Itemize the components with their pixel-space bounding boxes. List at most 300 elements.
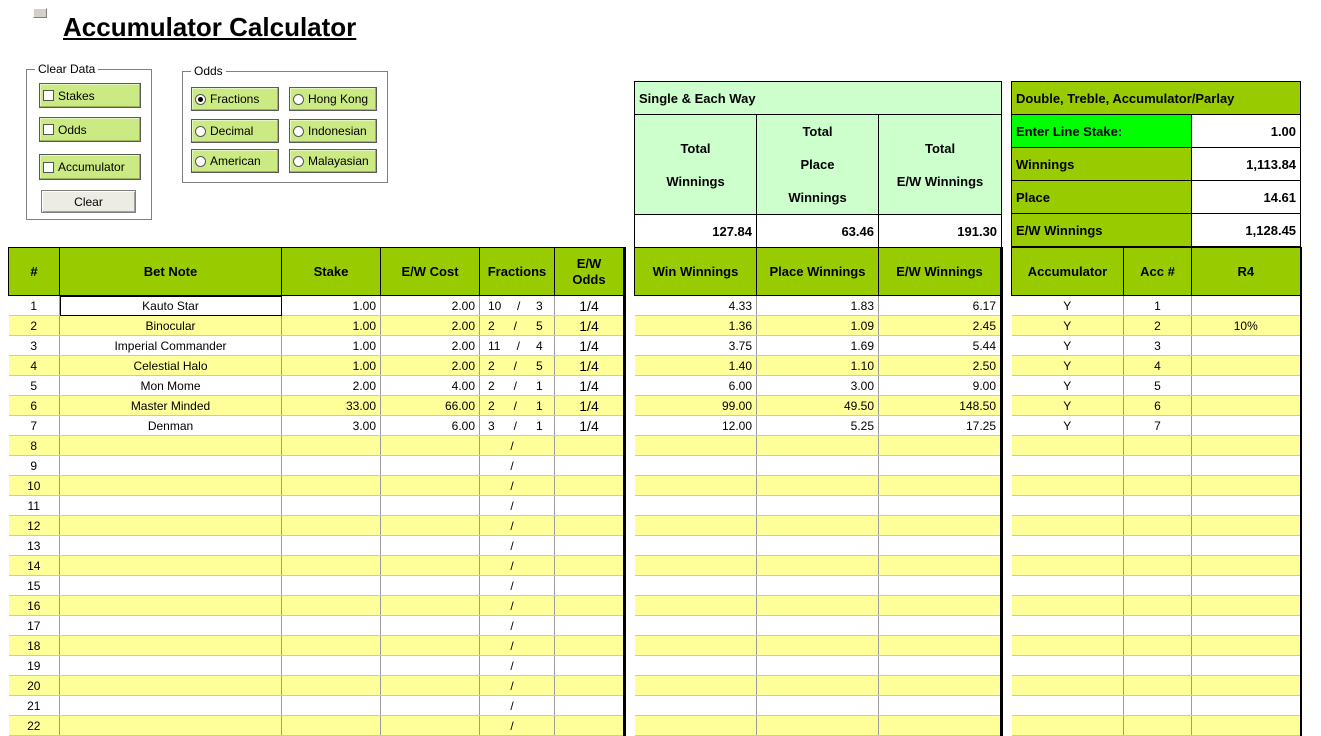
- accumulator-flag-cell[interactable]: Y: [1012, 336, 1124, 356]
- fraction-separator: /: [510, 578, 514, 593]
- fraction-denominator[interactable]: [536, 519, 546, 533]
- table-row: [635, 476, 1002, 496]
- fraction-denominator[interactable]: [536, 439, 546, 453]
- accumulator-flag-cell[interactable]: Y: [1012, 416, 1124, 436]
- bet-note-cell[interactable]: [60, 696, 282, 716]
- acc-number-cell: [1124, 656, 1192, 676]
- ew-winnings-cell: [879, 436, 1002, 456]
- bet-note-cell[interactable]: [60, 556, 282, 576]
- row-number: 2: [9, 316, 60, 336]
- r4-cell[interactable]: [1192, 336, 1301, 356]
- acc-number-cell: [1124, 496, 1192, 516]
- row-number: 15: [9, 576, 60, 596]
- clear-accumulator-checkbox[interactable]: [39, 154, 141, 180]
- fraction-separator: /: [510, 658, 514, 673]
- table-row: [9, 636, 625, 656]
- fraction-denominator[interactable]: [536, 699, 546, 713]
- ew-cost-cell: [381, 436, 480, 456]
- ew-cost-cell: 2.00: [381, 336, 480, 356]
- bet-note-cell[interactable]: Denman: [60, 416, 282, 436]
- table-row: [635, 516, 1002, 536]
- r4-cell[interactable]: [1192, 416, 1301, 436]
- stake-cell[interactable]: [282, 676, 381, 696]
- ew-winnings-cell: [879, 656, 1002, 676]
- bet-note-cell[interactable]: Kauto Star: [60, 296, 282, 316]
- col-stake-header: Stake: [282, 248, 381, 296]
- stake-cell[interactable]: [282, 516, 381, 536]
- accumulator-flag-cell[interactable]: Y: [1012, 396, 1124, 416]
- stake-cell[interactable]: [282, 696, 381, 716]
- fraction-denominator[interactable]: 5: [536, 358, 543, 373]
- ew-odds-cell[interactable]: 1/4: [555, 416, 625, 436]
- r4-cell[interactable]: [1192, 296, 1301, 316]
- fraction-denominator[interactable]: [536, 619, 546, 633]
- fraction-denominator[interactable]: [536, 579, 546, 593]
- acc-number-cell: 3: [1124, 336, 1192, 356]
- table-row: [1012, 436, 1301, 456]
- table-row: [9, 296, 625, 316]
- table-row: [1012, 536, 1301, 556]
- r4-cell[interactable]: [1192, 596, 1301, 616]
- fraction-separator: /: [510, 718, 514, 733]
- r4-cell[interactable]: [1192, 436, 1301, 456]
- accumulator-flag-cell[interactable]: [1012, 476, 1124, 496]
- ew-winnings-cell: [879, 536, 1002, 556]
- fraction-cell[interactable]: [480, 396, 555, 416]
- odds-option-3[interactable]: [289, 119, 377, 143]
- table-row: [635, 616, 1002, 636]
- acc-number-cell: 7: [1124, 416, 1192, 436]
- ew-odds-cell[interactable]: 1/4: [555, 336, 625, 356]
- table-row: [635, 576, 1002, 596]
- place-winnings-cell: [757, 656, 879, 676]
- ew-odds-cell[interactable]: [555, 536, 625, 556]
- stake-cell[interactable]: 1.00: [282, 296, 381, 316]
- fraction-denominator[interactable]: 5: [536, 318, 543, 333]
- table-row: [635, 716, 1002, 736]
- acc-number-cell: [1124, 476, 1192, 496]
- row-number: 16: [9, 596, 60, 616]
- ew-winnings-cell: [879, 636, 1002, 656]
- ew-odds-cell[interactable]: 1/4: [555, 316, 625, 336]
- ew-cost-cell: [381, 696, 480, 716]
- fraction-numerator[interactable]: 2: [488, 398, 495, 413]
- fraction-parts: [484, 599, 550, 613]
- ew-cost-cell: [381, 456, 480, 476]
- ew-odds-cell[interactable]: [555, 476, 625, 496]
- acc-number-cell: [1124, 556, 1192, 576]
- r4-cell[interactable]: [1192, 516, 1301, 536]
- fraction-cell[interactable]: [480, 656, 555, 676]
- win-winnings-cell: [635, 516, 757, 536]
- col-ew-odds-header: E/W Odds: [555, 248, 625, 296]
- odds-option-label: Decimal: [210, 124, 254, 138]
- line-stake-input[interactable]: 1.00: [1192, 115, 1301, 148]
- ew-winnings-cell: [879, 716, 1002, 736]
- odds-option-4[interactable]: [191, 149, 279, 173]
- stake-cell[interactable]: [282, 436, 381, 456]
- stake-cell[interactable]: [282, 716, 381, 736]
- stake-cell[interactable]: 2.00: [282, 376, 381, 396]
- fraction-cell[interactable]: [480, 636, 555, 656]
- table-row: [9, 556, 625, 576]
- total-place-winnings-value: 63.46: [757, 215, 879, 248]
- acc-place-value: 14.61: [1192, 181, 1301, 214]
- bet-note-cell[interactable]: [60, 576, 282, 596]
- sheet-corner-button[interactable]: [33, 8, 47, 18]
- accumulator-flag-cell[interactable]: [1012, 556, 1124, 576]
- ew-odds-cell[interactable]: 1/4: [555, 296, 625, 316]
- fraction-denominator[interactable]: [536, 539, 546, 553]
- fraction-cell[interactable]: [480, 336, 555, 356]
- fraction-denominator[interactable]: [536, 459, 546, 473]
- fraction-denominator[interactable]: [536, 719, 546, 733]
- table-row: [9, 476, 625, 496]
- fraction-denominator[interactable]: 1: [536, 378, 543, 393]
- row-number: 22: [9, 716, 60, 736]
- r4-cell[interactable]: [1192, 576, 1301, 596]
- fraction-denominator[interactable]: [536, 559, 546, 573]
- fraction-cell[interactable]: [480, 456, 555, 476]
- ew-odds-cell[interactable]: [555, 636, 625, 656]
- fraction-numerator[interactable]: 10: [488, 298, 502, 313]
- fraction-cell[interactable]: [480, 556, 555, 576]
- place-winnings-cell: 1.10: [757, 356, 879, 376]
- fraction-cell[interactable]: [480, 356, 555, 376]
- table-row: [635, 416, 1002, 436]
- radio-button-icon: [293, 156, 304, 167]
- stake-cell[interactable]: [282, 556, 381, 576]
- fraction-separator: /: [510, 698, 514, 713]
- bet-note-cell[interactable]: [60, 436, 282, 456]
- bet-note-cell[interactable]: [60, 616, 282, 636]
- table-row: [1012, 596, 1301, 616]
- fraction-cell[interactable]: [480, 436, 555, 456]
- row-number: 19: [9, 656, 60, 676]
- ew-odds-cell[interactable]: [555, 436, 625, 456]
- accumulator-flag-cell[interactable]: [1012, 456, 1124, 476]
- r4-cell[interactable]: [1192, 476, 1301, 496]
- table-row: [9, 376, 625, 396]
- ew-cost-cell: 2.00: [381, 296, 480, 316]
- stake-cell[interactable]: [282, 636, 381, 656]
- col-number-header: #: [9, 248, 60, 296]
- place-winnings-cell: [757, 716, 879, 736]
- col-r4-header: R4: [1192, 248, 1301, 296]
- accumulator-flag-cell[interactable]: Y: [1012, 316, 1124, 336]
- place-winnings-cell: [757, 536, 879, 556]
- acc-number-cell: [1124, 696, 1192, 716]
- fraction-cell[interactable]: [480, 316, 555, 336]
- ew-odds-cell[interactable]: [555, 676, 625, 696]
- win-winnings-cell: [635, 676, 757, 696]
- accumulator-flag-cell[interactable]: Y: [1012, 376, 1124, 396]
- table-row: [635, 296, 1002, 316]
- fraction-cell[interactable]: [480, 416, 555, 436]
- table-row: [9, 536, 625, 556]
- ew-cost-cell: [381, 476, 480, 496]
- accumulator-flag-cell[interactable]: Y: [1012, 356, 1124, 376]
- table-row: [1012, 416, 1301, 436]
- ew-cost-cell: 66.00: [381, 396, 480, 416]
- fraction-cell[interactable]: [480, 536, 555, 556]
- fraction-cell[interactable]: [480, 496, 555, 516]
- fraction-denominator[interactable]: [536, 499, 546, 513]
- bet-note-cell[interactable]: [60, 676, 282, 696]
- fraction-denominator[interactable]: [536, 599, 546, 613]
- ew-odds-cell[interactable]: [555, 716, 625, 736]
- ew-odds-cell[interactable]: [555, 696, 625, 716]
- accumulator-flag-cell[interactable]: [1012, 616, 1124, 636]
- total-winnings-header: [635, 115, 757, 215]
- r4-cell[interactable]: [1192, 716, 1301, 736]
- ew-winnings-cell: 5.44: [879, 336, 1002, 356]
- win-winnings-cell: [635, 656, 757, 676]
- accumulator-flag-cell[interactable]: [1012, 716, 1124, 736]
- acc-number-cell: 2: [1124, 316, 1192, 336]
- bet-note-cell[interactable]: [60, 476, 282, 496]
- acc-number-cell: [1124, 716, 1192, 736]
- ew-cost-cell: [381, 716, 480, 736]
- fraction-denominator[interactable]: 1: [536, 418, 543, 433]
- fraction-separator: /: [516, 338, 520, 353]
- bet-note-cell[interactable]: [60, 456, 282, 476]
- clear-odds-checkbox[interactable]: [39, 117, 141, 142]
- r4-cell[interactable]: [1192, 536, 1301, 556]
- page-title: Accumulator Calculator: [63, 12, 357, 42]
- stake-cell[interactable]: [282, 456, 381, 476]
- win-winnings-cell: 1.40: [635, 356, 757, 376]
- fraction-cell[interactable]: [480, 376, 555, 396]
- header-line: Total: [680, 140, 711, 156]
- r4-cell[interactable]: [1192, 656, 1301, 676]
- fraction-cell[interactable]: [480, 676, 555, 696]
- fraction-parts: [484, 539, 550, 553]
- ew-winnings-cell: 9.00: [879, 376, 1002, 396]
- bet-note-cell[interactable]: [60, 496, 282, 516]
- stake-cell[interactable]: 1.00: [282, 356, 381, 376]
- radio-button-icon: [293, 126, 304, 137]
- fraction-denominator[interactable]: [536, 659, 546, 673]
- bet-note-cell[interactable]: [60, 716, 282, 736]
- ew-odds-cell[interactable]: [555, 516, 625, 536]
- fraction-separator: /: [513, 418, 518, 433]
- bet-note-cell[interactable]: Master Minded: [60, 396, 282, 416]
- r4-cell[interactable]: [1192, 556, 1301, 576]
- fraction-cell[interactable]: [480, 516, 555, 536]
- table-row: [1012, 676, 1301, 696]
- table-row: [1012, 636, 1301, 656]
- row-number: 6: [9, 396, 60, 416]
- radio-button-icon: [293, 94, 304, 105]
- table-row: [635, 536, 1002, 556]
- clear-stakes-checkbox[interactable]: [39, 83, 141, 108]
- stake-cell[interactable]: 3.00: [282, 416, 381, 436]
- bet-note-cell[interactable]: [60, 596, 282, 616]
- accumulator-flag-cell[interactable]: [1012, 436, 1124, 456]
- r4-cell[interactable]: [1192, 616, 1301, 636]
- odds-format-legend: Odds: [191, 64, 226, 78]
- fraction-cell[interactable]: [480, 576, 555, 596]
- stake-cell[interactable]: [282, 476, 381, 496]
- win-winnings-cell: 6.00: [635, 376, 757, 396]
- row-number: 3: [9, 336, 60, 356]
- ew-odds-cell[interactable]: 1/4: [555, 376, 625, 396]
- win-winnings-cell: 3.75: [635, 336, 757, 356]
- fraction-cell[interactable]: [480, 476, 555, 496]
- fraction-denominator[interactable]: [536, 639, 546, 653]
- stake-cell[interactable]: 1.00: [282, 336, 381, 356]
- accumulator-flag-cell[interactable]: [1012, 596, 1124, 616]
- accumulator-flag-cell[interactable]: [1012, 656, 1124, 676]
- table-row: [1012, 496, 1301, 516]
- bet-note-cell[interactable]: [60, 636, 282, 656]
- accumulator-flag-cell[interactable]: [1012, 576, 1124, 596]
- bet-note-cell[interactable]: [60, 536, 282, 556]
- fraction-cell[interactable]: [480, 696, 555, 716]
- accumulator-flag-cell[interactable]: [1012, 496, 1124, 516]
- place-winnings-cell: 1.69: [757, 336, 879, 356]
- r4-cell[interactable]: [1192, 496, 1301, 516]
- place-winnings-cell: [757, 476, 879, 496]
- fraction-cell[interactable]: [480, 596, 555, 616]
- fraction-parts: [484, 639, 550, 653]
- fraction-parts: [484, 519, 550, 533]
- win-winnings-cell: 4.33: [635, 296, 757, 316]
- ew-cost-cell: 6.00: [381, 416, 480, 436]
- r4-cell[interactable]: [1192, 696, 1301, 716]
- col-bet-note-header: Bet Note: [60, 248, 282, 296]
- table-row: [9, 656, 625, 676]
- fraction-numerator[interactable]: 2: [488, 378, 495, 393]
- accumulator-flag-cell[interactable]: [1012, 676, 1124, 696]
- table-row: [9, 336, 625, 356]
- radio-button-icon: [195, 156, 206, 167]
- fraction-numerator[interactable]: 2: [488, 358, 495, 373]
- r4-cell[interactable]: 10%: [1192, 316, 1301, 336]
- acc-number-cell: [1124, 636, 1192, 656]
- ew-odds-cell[interactable]: 1/4: [555, 396, 625, 416]
- acc-number-cell: 1: [1124, 296, 1192, 316]
- ew-odds-cell[interactable]: [555, 556, 625, 576]
- stake-cell[interactable]: 1.00: [282, 316, 381, 336]
- accumulator-flag-cell[interactable]: Y: [1012, 296, 1124, 316]
- fraction-parts: [484, 399, 550, 413]
- stake-cell[interactable]: [282, 616, 381, 636]
- stake-cell[interactable]: [282, 596, 381, 616]
- bet-note-cell[interactable]: Imperial Commander: [60, 336, 282, 356]
- accumulator-flag-cell[interactable]: [1012, 636, 1124, 656]
- stake-cell[interactable]: [282, 536, 381, 556]
- row-number: 20: [9, 676, 60, 696]
- fraction-numerator[interactable]: 3: [488, 418, 495, 433]
- table-row: [635, 496, 1002, 516]
- stake-cell[interactable]: [282, 496, 381, 516]
- fraction-cell[interactable]: [480, 296, 555, 316]
- bet-note-cell[interactable]: Mon Mome: [60, 376, 282, 396]
- accumulator-flag-cell[interactable]: [1012, 536, 1124, 556]
- stake-cell[interactable]: [282, 576, 381, 596]
- single-winnings-table: [634, 247, 1003, 736]
- col-win-winnings-header: Win Winnings: [635, 248, 757, 296]
- r4-cell[interactable]: [1192, 376, 1301, 396]
- place-winnings-cell: [757, 496, 879, 516]
- acc-number-cell: [1124, 536, 1192, 556]
- table-row: [9, 576, 625, 596]
- ew-cost-cell: 4.00: [381, 376, 480, 396]
- ew-winnings-cell: 6.17: [879, 296, 1002, 316]
- ew-odds-cell[interactable]: [555, 576, 625, 596]
- radio-button-icon: [195, 126, 206, 137]
- win-winnings-cell: [635, 616, 757, 636]
- odds-option-1[interactable]: [289, 87, 377, 111]
- fraction-separator: /: [517, 298, 521, 313]
- r4-cell[interactable]: [1192, 356, 1301, 376]
- ew-odds-cell[interactable]: [555, 596, 625, 616]
- accumulator-flag-cell[interactable]: [1012, 696, 1124, 716]
- acc-number-cell: 5: [1124, 376, 1192, 396]
- r4-cell[interactable]: [1192, 456, 1301, 476]
- fraction-numerator[interactable]: 11: [488, 338, 501, 353]
- fraction-parts: [484, 559, 550, 573]
- acc-number-cell: [1124, 576, 1192, 596]
- stake-cell[interactable]: [282, 656, 381, 676]
- header-line: Place: [800, 157, 835, 172]
- r4-cell[interactable]: [1192, 396, 1301, 416]
- fraction-denominator[interactable]: 4: [536, 338, 543, 353]
- checkbox-box-icon: [43, 124, 54, 135]
- fraction-cell[interactable]: [480, 716, 555, 736]
- fraction-parts: [484, 419, 550, 433]
- bet-note-cell[interactable]: Binocular: [60, 316, 282, 336]
- fraction-denominator[interactable]: 3: [535, 298, 543, 313]
- ew-odds-cell[interactable]: [555, 456, 625, 476]
- fraction-separator: /: [513, 378, 518, 393]
- ew-odds-cell[interactable]: 1/4: [555, 356, 625, 376]
- fraction-cell[interactable]: [480, 616, 555, 636]
- fraction-denominator[interactable]: [536, 479, 546, 493]
- bet-note-cell[interactable]: Celestial Halo: [60, 356, 282, 376]
- clear-button[interactable]: Clear: [41, 190, 136, 213]
- fraction-parts: [484, 679, 550, 693]
- table-row: [9, 676, 625, 696]
- win-winnings-cell: 99.00: [635, 396, 757, 416]
- ew-odds-cell[interactable]: [555, 496, 625, 516]
- fraction-denominator[interactable]: [536, 679, 546, 693]
- odds-option-5[interactable]: [289, 149, 377, 173]
- ew-winnings-cell: [879, 696, 1002, 716]
- ew-cost-cell: 2.00: [381, 356, 480, 376]
- odds-option-2[interactable]: [191, 119, 279, 143]
- fraction-numerator[interactable]: 2: [488, 318, 495, 333]
- odds-option-0[interactable]: [191, 87, 279, 111]
- fraction-parts: [484, 479, 550, 493]
- r4-cell[interactable]: [1192, 676, 1301, 696]
- stake-cell[interactable]: 33.00: [282, 396, 381, 416]
- win-winnings-cell: [635, 496, 757, 516]
- fraction-denominator[interactable]: 1: [536, 398, 543, 413]
- bet-note-cell[interactable]: [60, 516, 282, 536]
- ew-odds-cell[interactable]: [555, 656, 625, 676]
- bet-note-cell[interactable]: [60, 656, 282, 676]
- table-row: [1012, 316, 1301, 336]
- col-fractions-header: Fractions: [480, 248, 555, 296]
- ew-winnings-cell: [879, 556, 1002, 576]
- r4-cell[interactable]: [1192, 636, 1301, 656]
- ew-odds-cell[interactable]: [555, 616, 625, 636]
- table-row: [635, 596, 1002, 616]
- accumulator-flag-cell[interactable]: [1012, 516, 1124, 536]
